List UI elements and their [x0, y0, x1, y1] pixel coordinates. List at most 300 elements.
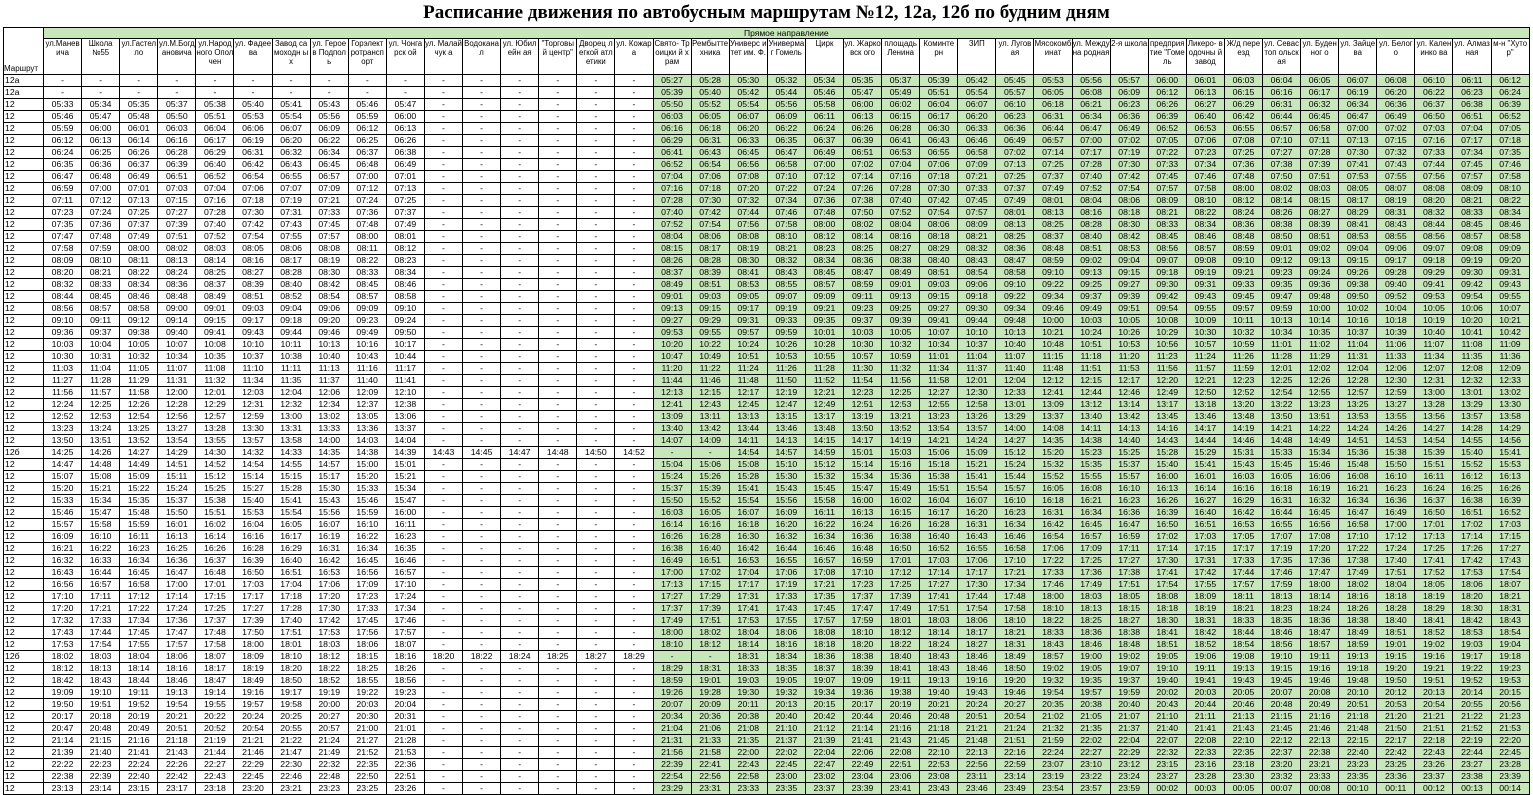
- time-cell: 06:16: [653, 123, 691, 135]
- time-cell: 08:30: [729, 255, 767, 267]
- time-cell: 07:57: [310, 231, 348, 243]
- time-cell: 20:07: [653, 699, 691, 711]
- time-cell: 09:06: [958, 279, 996, 291]
- time-cell: 16:31: [958, 519, 996, 531]
- time-cell: 15:01: [843, 447, 881, 459]
- time-cell: 06:39: [843, 135, 881, 147]
- time-cell: 10:35: [1301, 327, 1339, 339]
- time-cell: 21:18: [1339, 711, 1377, 723]
- time-cell: 13:27: [1377, 399, 1415, 411]
- table-row: [4, 399, 1530, 411]
- time-cell: -: [424, 219, 462, 231]
- time-cell: 13:51: [82, 435, 120, 447]
- stop-header: ул. Севастоп ольская: [1263, 39, 1301, 75]
- time-cell: 15:30: [767, 471, 805, 483]
- route-number: 12: [4, 783, 44, 795]
- time-cell: 19:00: [1072, 651, 1110, 663]
- time-cell: -: [463, 639, 501, 651]
- time-cell: 06:23: [1453, 87, 1491, 99]
- time-cell: -: [615, 771, 653, 783]
- stop-header: ул. Малайчук а: [424, 39, 462, 75]
- time-cell: 09:00: [158, 303, 196, 315]
- table-row: [4, 483, 1530, 495]
- time-cell: 17:10: [843, 567, 881, 579]
- time-cell: -: [577, 75, 615, 87]
- time-cell: -: [424, 747, 462, 759]
- time-cell: 22:56: [691, 771, 729, 783]
- time-cell: 16:10: [348, 519, 386, 531]
- time-cell: 16:58: [1339, 519, 1377, 531]
- time-cell: 11:26: [767, 363, 805, 375]
- time-cell: 17:45: [120, 627, 158, 639]
- time-cell: 15:52: [1034, 471, 1072, 483]
- time-cell: 22:47: [805, 759, 843, 771]
- time-cell: 09:27: [653, 315, 691, 327]
- time-cell: 14:49: [1301, 435, 1339, 447]
- time-cell: 08:40: [920, 255, 958, 267]
- time-cell: 07:34: [767, 195, 805, 207]
- time-cell: 15:34: [386, 483, 424, 495]
- time-cell: 19:05: [767, 675, 805, 687]
- time-cell: 16:03: [1224, 471, 1262, 483]
- time-cell: 15:45: [805, 483, 843, 495]
- time-cell: 14:55: [1453, 435, 1491, 447]
- time-cell: 22:46: [272, 771, 310, 783]
- time-cell: 09:09: [1491, 243, 1529, 255]
- time-cell: 06:51: [158, 171, 196, 183]
- time-cell: 19:41: [1186, 675, 1224, 687]
- time-cell: 08:26: [1263, 207, 1301, 219]
- time-cell: 11:31: [1339, 351, 1377, 363]
- time-cell: 12:59: [1377, 387, 1415, 399]
- time-cell: 05:56: [1072, 75, 1110, 87]
- time-cell: 09:33: [1224, 279, 1262, 291]
- time-cell: 11:07: [1415, 339, 1453, 351]
- stop-header: Дворец легкой атлетики: [577, 39, 615, 75]
- time-cell: 13:48: [1224, 411, 1262, 423]
- time-cell: 10:26: [767, 339, 805, 351]
- time-cell: 07:06: [1186, 135, 1224, 147]
- time-cell: 16:40: [1186, 507, 1224, 519]
- time-cell: -: [615, 639, 653, 651]
- time-cell: 09:54: [1453, 291, 1491, 303]
- time-cell: 23:20: [234, 783, 272, 795]
- time-cell: 19:34: [805, 687, 843, 699]
- time-cell: 18:31: [1186, 615, 1224, 627]
- time-cell: 11:11: [272, 363, 310, 375]
- time-cell: 09:11: [843, 291, 881, 303]
- time-cell: -: [501, 747, 539, 759]
- time-cell: -: [501, 483, 539, 495]
- time-cell: 09:37: [82, 327, 120, 339]
- time-cell: 16:25: [158, 543, 196, 555]
- time-cell: -: [463, 543, 501, 555]
- time-cell: 06:52: [196, 171, 234, 183]
- time-cell: 19:13: [158, 687, 196, 699]
- time-cell: 09:34: [1034, 291, 1072, 303]
- time-cell: -: [463, 555, 501, 567]
- time-cell: 10:05: [120, 339, 158, 351]
- time-cell: -: [424, 627, 462, 639]
- time-cell: 14:24: [1339, 423, 1377, 435]
- time-cell: 08:47: [996, 255, 1034, 267]
- time-cell: 17:03: [1186, 531, 1224, 543]
- time-cell: 12:43: [691, 399, 729, 411]
- time-cell: 11:40: [348, 375, 386, 387]
- time-cell: 06:03: [1224, 75, 1262, 87]
- time-cell: 09:34: [996, 303, 1034, 315]
- time-cell: 15:24: [653, 471, 691, 483]
- time-cell: 05:42: [958, 75, 996, 87]
- time-cell: 22:51: [882, 759, 920, 771]
- time-cell: 15:28: [729, 471, 767, 483]
- time-cell: 08:57: [1186, 243, 1224, 255]
- time-cell: 23:59: [1110, 783, 1148, 795]
- time-cell: 21:28: [386, 735, 424, 747]
- route-number: 12: [4, 351, 44, 363]
- time-cell: 16:11: [120, 531, 158, 543]
- time-cell: 14:04: [386, 435, 424, 447]
- time-cell: 23:23: [1339, 759, 1377, 771]
- time-cell: 18:16: [1339, 591, 1377, 603]
- time-cell: 11:04: [958, 351, 996, 363]
- time-cell: 13:24: [82, 423, 120, 435]
- time-cell: 08:31: [1377, 207, 1415, 219]
- time-cell: -: [310, 87, 348, 99]
- table-row: [4, 723, 1530, 735]
- time-cell: 09:10: [1034, 267, 1072, 279]
- time-cell: 22:38: [1301, 747, 1339, 759]
- time-cell: 08:09: [44, 255, 82, 267]
- time-cell: 11:35: [272, 375, 310, 387]
- route-number: 12: [4, 243, 44, 255]
- time-cell: 08:26: [653, 255, 691, 267]
- time-cell: -: [463, 363, 501, 375]
- time-cell: 16:26: [1148, 495, 1186, 507]
- time-cell: 17:27: [234, 603, 272, 615]
- time-cell: 16:43: [44, 567, 82, 579]
- time-cell: 07:25: [1034, 159, 1072, 171]
- time-cell: 13:30: [234, 423, 272, 435]
- time-cell: 08:29: [1339, 207, 1377, 219]
- time-cell: 16:07: [958, 495, 996, 507]
- time-cell: -: [501, 207, 539, 219]
- table-row: [4, 291, 1530, 303]
- time-cell: -: [615, 471, 653, 483]
- time-cell: 20:13: [1415, 687, 1453, 699]
- time-cell: 15:12: [996, 447, 1034, 459]
- time-cell: 08:37: [1034, 231, 1072, 243]
- time-cell: 07:04: [1453, 123, 1491, 135]
- time-cell: 06:49: [996, 135, 1034, 147]
- time-cell: 16:45: [120, 567, 158, 579]
- time-cell: 12:33: [1491, 375, 1529, 387]
- time-cell: 07:03: [158, 183, 196, 195]
- time-cell: 16:48: [843, 543, 881, 555]
- time-cell: -: [501, 507, 539, 519]
- time-cell: 16:59: [1110, 531, 1148, 543]
- route-number: 12б: [4, 447, 44, 459]
- time-cell: 14:45: [463, 447, 501, 459]
- time-cell: 18:23: [1263, 603, 1301, 615]
- time-cell: 11:03: [44, 363, 82, 375]
- time-cell: 06:52: [1491, 111, 1529, 123]
- time-cell: 19:22: [1453, 663, 1491, 675]
- time-cell: 15:41: [958, 471, 996, 483]
- time-cell: 17:57: [158, 639, 196, 651]
- time-cell: 19:18: [1339, 663, 1377, 675]
- time-cell: 13:29: [996, 411, 1034, 423]
- time-cell: 08:24: [158, 267, 196, 279]
- time-cell: 15:08: [82, 471, 120, 483]
- time-cell: 19:45: [1263, 675, 1301, 687]
- time-cell: 09:27: [1110, 279, 1148, 291]
- time-cell: 21:04: [653, 723, 691, 735]
- time-cell: 12:41: [1034, 387, 1072, 399]
- time-cell: 16:18: [729, 519, 767, 531]
- time-cell: 14:46: [1224, 435, 1262, 447]
- time-cell: -: [501, 99, 539, 111]
- time-cell: 15:50: [158, 507, 196, 519]
- time-cell: 18:44: [120, 675, 158, 687]
- time-cell: 06:26: [1148, 99, 1186, 111]
- time-cell: 11:56: [44, 387, 82, 399]
- time-cell: 07:40: [653, 207, 691, 219]
- route-column-header: Маршрут: [4, 28, 44, 75]
- time-cell: 13:57: [234, 435, 272, 447]
- time-cell: -: [463, 675, 501, 687]
- time-cell: 09:15: [920, 291, 958, 303]
- time-cell: 07:00: [805, 159, 843, 171]
- time-cell: -: [463, 687, 501, 699]
- route-number: 12: [4, 771, 44, 783]
- time-cell: 15:06: [920, 447, 958, 459]
- time-cell: 17:03: [234, 579, 272, 591]
- time-cell: 17:24: [1377, 543, 1415, 555]
- time-cell: 18:38: [1339, 615, 1377, 627]
- time-cell: 16:05: [272, 519, 310, 531]
- time-cell: -: [615, 591, 653, 603]
- time-cell: 19:06: [1186, 651, 1224, 663]
- time-cell: 06:40: [1186, 111, 1224, 123]
- time-cell: 19:52: [1453, 675, 1491, 687]
- time-cell: 18:24: [501, 651, 539, 663]
- time-cell: -: [691, 651, 729, 663]
- time-cell: 18:20: [1453, 591, 1491, 603]
- time-cell: 08:56: [44, 303, 82, 315]
- time-cell: 19:13: [1224, 663, 1262, 675]
- time-cell: 16:22: [82, 543, 120, 555]
- time-cell: -: [424, 675, 462, 687]
- time-cell: 10:24: [1072, 327, 1110, 339]
- time-cell: 22:51: [386, 771, 424, 783]
- time-cell: -: [501, 411, 539, 423]
- time-cell: 09:30: [1148, 279, 1186, 291]
- time-cell: 17:29: [691, 591, 729, 603]
- time-cell: 06:44: [1034, 123, 1072, 135]
- time-cell: 07:08: [1224, 135, 1262, 147]
- time-cell: 07:51: [1301, 171, 1339, 183]
- time-cell: -: [539, 615, 577, 627]
- time-cell: 09:09: [348, 303, 386, 315]
- time-cell: -: [463, 231, 501, 243]
- time-cell: 17:46: [1263, 567, 1301, 579]
- time-cell: 15:26: [691, 471, 729, 483]
- time-cell: -: [539, 111, 577, 123]
- time-cell: 06:49: [1377, 111, 1415, 123]
- time-cell: 10:07: [1491, 303, 1529, 315]
- time-cell: 07:06: [691, 171, 729, 183]
- time-cell: 21:21: [958, 723, 996, 735]
- time-cell: 22:43: [1415, 747, 1453, 759]
- time-cell: -: [615, 411, 653, 423]
- time-cell: -: [615, 711, 653, 723]
- time-cell: 09:37: [1072, 291, 1110, 303]
- time-cell: 06:13: [843, 111, 881, 123]
- time-cell: 20:54: [996, 711, 1034, 723]
- time-cell: 07:42: [1110, 171, 1148, 183]
- time-cell: 07:25: [386, 195, 424, 207]
- time-cell: 17:10: [996, 555, 1034, 567]
- time-cell: 23:43: [920, 783, 958, 795]
- time-cell: 16:10: [996, 495, 1034, 507]
- time-cell: 07:50: [843, 207, 881, 219]
- time-cell: -: [463, 219, 501, 231]
- header-row-stops: [4, 39, 1530, 75]
- time-cell: 23:39: [1491, 771, 1529, 783]
- time-cell: 18:27: [577, 651, 615, 663]
- time-cell: -: [463, 627, 501, 639]
- time-cell: 20:25: [272, 711, 310, 723]
- time-cell: 10:01: [805, 327, 843, 339]
- time-cell: 16:46: [805, 543, 843, 555]
- time-cell: 07:33: [310, 207, 348, 219]
- time-cell: 19:10: [82, 687, 120, 699]
- time-cell: 21:16: [1301, 711, 1339, 723]
- time-cell: 06:10: [1415, 75, 1453, 87]
- time-cell: 06:00: [1148, 75, 1186, 87]
- time-cell: 16:39: [1491, 495, 1529, 507]
- time-cell: 05:51: [196, 111, 234, 123]
- time-cell: 12:33: [996, 387, 1034, 399]
- time-cell: 10:16: [1339, 315, 1377, 327]
- time-cell: 13:02: [310, 411, 348, 423]
- time-cell: 17:46: [1034, 579, 1072, 591]
- time-cell: 14:27: [120, 447, 158, 459]
- time-cell: 06:42: [234, 159, 272, 171]
- time-cell: 18:04: [120, 651, 158, 663]
- time-cell: -: [463, 423, 501, 435]
- time-cell: 09:28: [1377, 267, 1415, 279]
- time-cell: 18:48: [1110, 639, 1148, 651]
- time-cell: -: [501, 351, 539, 363]
- time-cell: 18:37: [805, 663, 843, 675]
- time-cell: 22:36: [386, 759, 424, 771]
- time-cell: -: [615, 291, 653, 303]
- time-cell: 09:38: [1339, 279, 1377, 291]
- time-cell: 13:05: [348, 411, 386, 423]
- time-cell: 14:17: [1186, 423, 1224, 435]
- time-cell: 17:37: [196, 615, 234, 627]
- time-cell: -: [539, 387, 577, 399]
- time-cell: 18:13: [1263, 591, 1301, 603]
- time-cell: 20:53: [1377, 699, 1415, 711]
- time-cell: 08:41: [1339, 219, 1377, 231]
- time-cell: 16:44: [767, 543, 805, 555]
- time-cell: 16:49: [653, 555, 691, 567]
- time-cell: 16:11: [1415, 471, 1453, 483]
- table-row: [4, 459, 1530, 471]
- time-cell: 07:27: [1263, 147, 1301, 159]
- time-cell: 16:04: [234, 519, 272, 531]
- time-cell: 09:39: [882, 315, 920, 327]
- time-cell: 08:51: [920, 267, 958, 279]
- time-cell: -: [539, 687, 577, 699]
- time-cell: 10:57: [1186, 339, 1224, 351]
- time-cell: -: [234, 87, 272, 99]
- time-cell: 14:54: [1415, 435, 1453, 447]
- time-cell: 17:50: [234, 627, 272, 639]
- time-cell: 07:33: [958, 183, 996, 195]
- time-cell: 18:24: [1301, 603, 1339, 615]
- time-cell: 18:29: [615, 651, 653, 663]
- stop-header: ул. Междуна родная: [1072, 39, 1110, 75]
- time-cell: 20:08: [1301, 687, 1339, 699]
- time-cell: 09:23: [348, 315, 386, 327]
- time-cell: 13:36: [348, 423, 386, 435]
- time-cell: 23:35: [767, 783, 805, 795]
- time-cell: 06:21: [1072, 99, 1110, 111]
- time-cell: 10:53: [1110, 339, 1148, 351]
- time-cell: 09:36: [1301, 279, 1339, 291]
- time-cell: 07:57: [1148, 183, 1186, 195]
- time-cell: 20:27: [996, 699, 1034, 711]
- time-cell: -: [539, 171, 577, 183]
- time-cell: 15:40: [1148, 459, 1186, 471]
- time-cell: 17:48: [996, 591, 1034, 603]
- time-cell: 08:25: [196, 267, 234, 279]
- table-row: [4, 627, 1530, 639]
- time-cell: 16:57: [386, 567, 424, 579]
- time-cell: 08:19: [310, 255, 348, 267]
- time-cell: 16:56: [1301, 519, 1339, 531]
- time-cell: 16:22: [348, 531, 386, 543]
- time-cell: 18:25: [348, 663, 386, 675]
- time-cell: 17:43: [1491, 555, 1529, 567]
- time-cell: 19:51: [1415, 675, 1453, 687]
- time-cell: 10:08: [1148, 315, 1186, 327]
- time-cell: 05:46: [348, 99, 386, 111]
- time-cell: 17:10: [1339, 531, 1377, 543]
- time-cell: 21:48: [958, 735, 996, 747]
- time-cell: -: [615, 615, 653, 627]
- time-cell: 15:41: [729, 483, 767, 495]
- time-cell: 10:13: [310, 339, 348, 351]
- time-cell: 22:10: [920, 747, 958, 759]
- time-cell: 18:51: [1148, 639, 1186, 651]
- time-cell: 17:34: [120, 615, 158, 627]
- time-cell: 08:19: [729, 243, 767, 255]
- time-cell: 07:08: [729, 171, 767, 183]
- time-cell: 11:59: [1224, 363, 1262, 375]
- time-cell: 09:49: [1072, 303, 1110, 315]
- time-cell: 08:59: [843, 279, 881, 291]
- time-cell: 06:23: [1110, 99, 1148, 111]
- time-cell: 17:09: [1072, 543, 1110, 555]
- time-cell: -: [615, 675, 653, 687]
- time-cell: 08:34: [805, 255, 843, 267]
- time-cell: 08:33: [348, 267, 386, 279]
